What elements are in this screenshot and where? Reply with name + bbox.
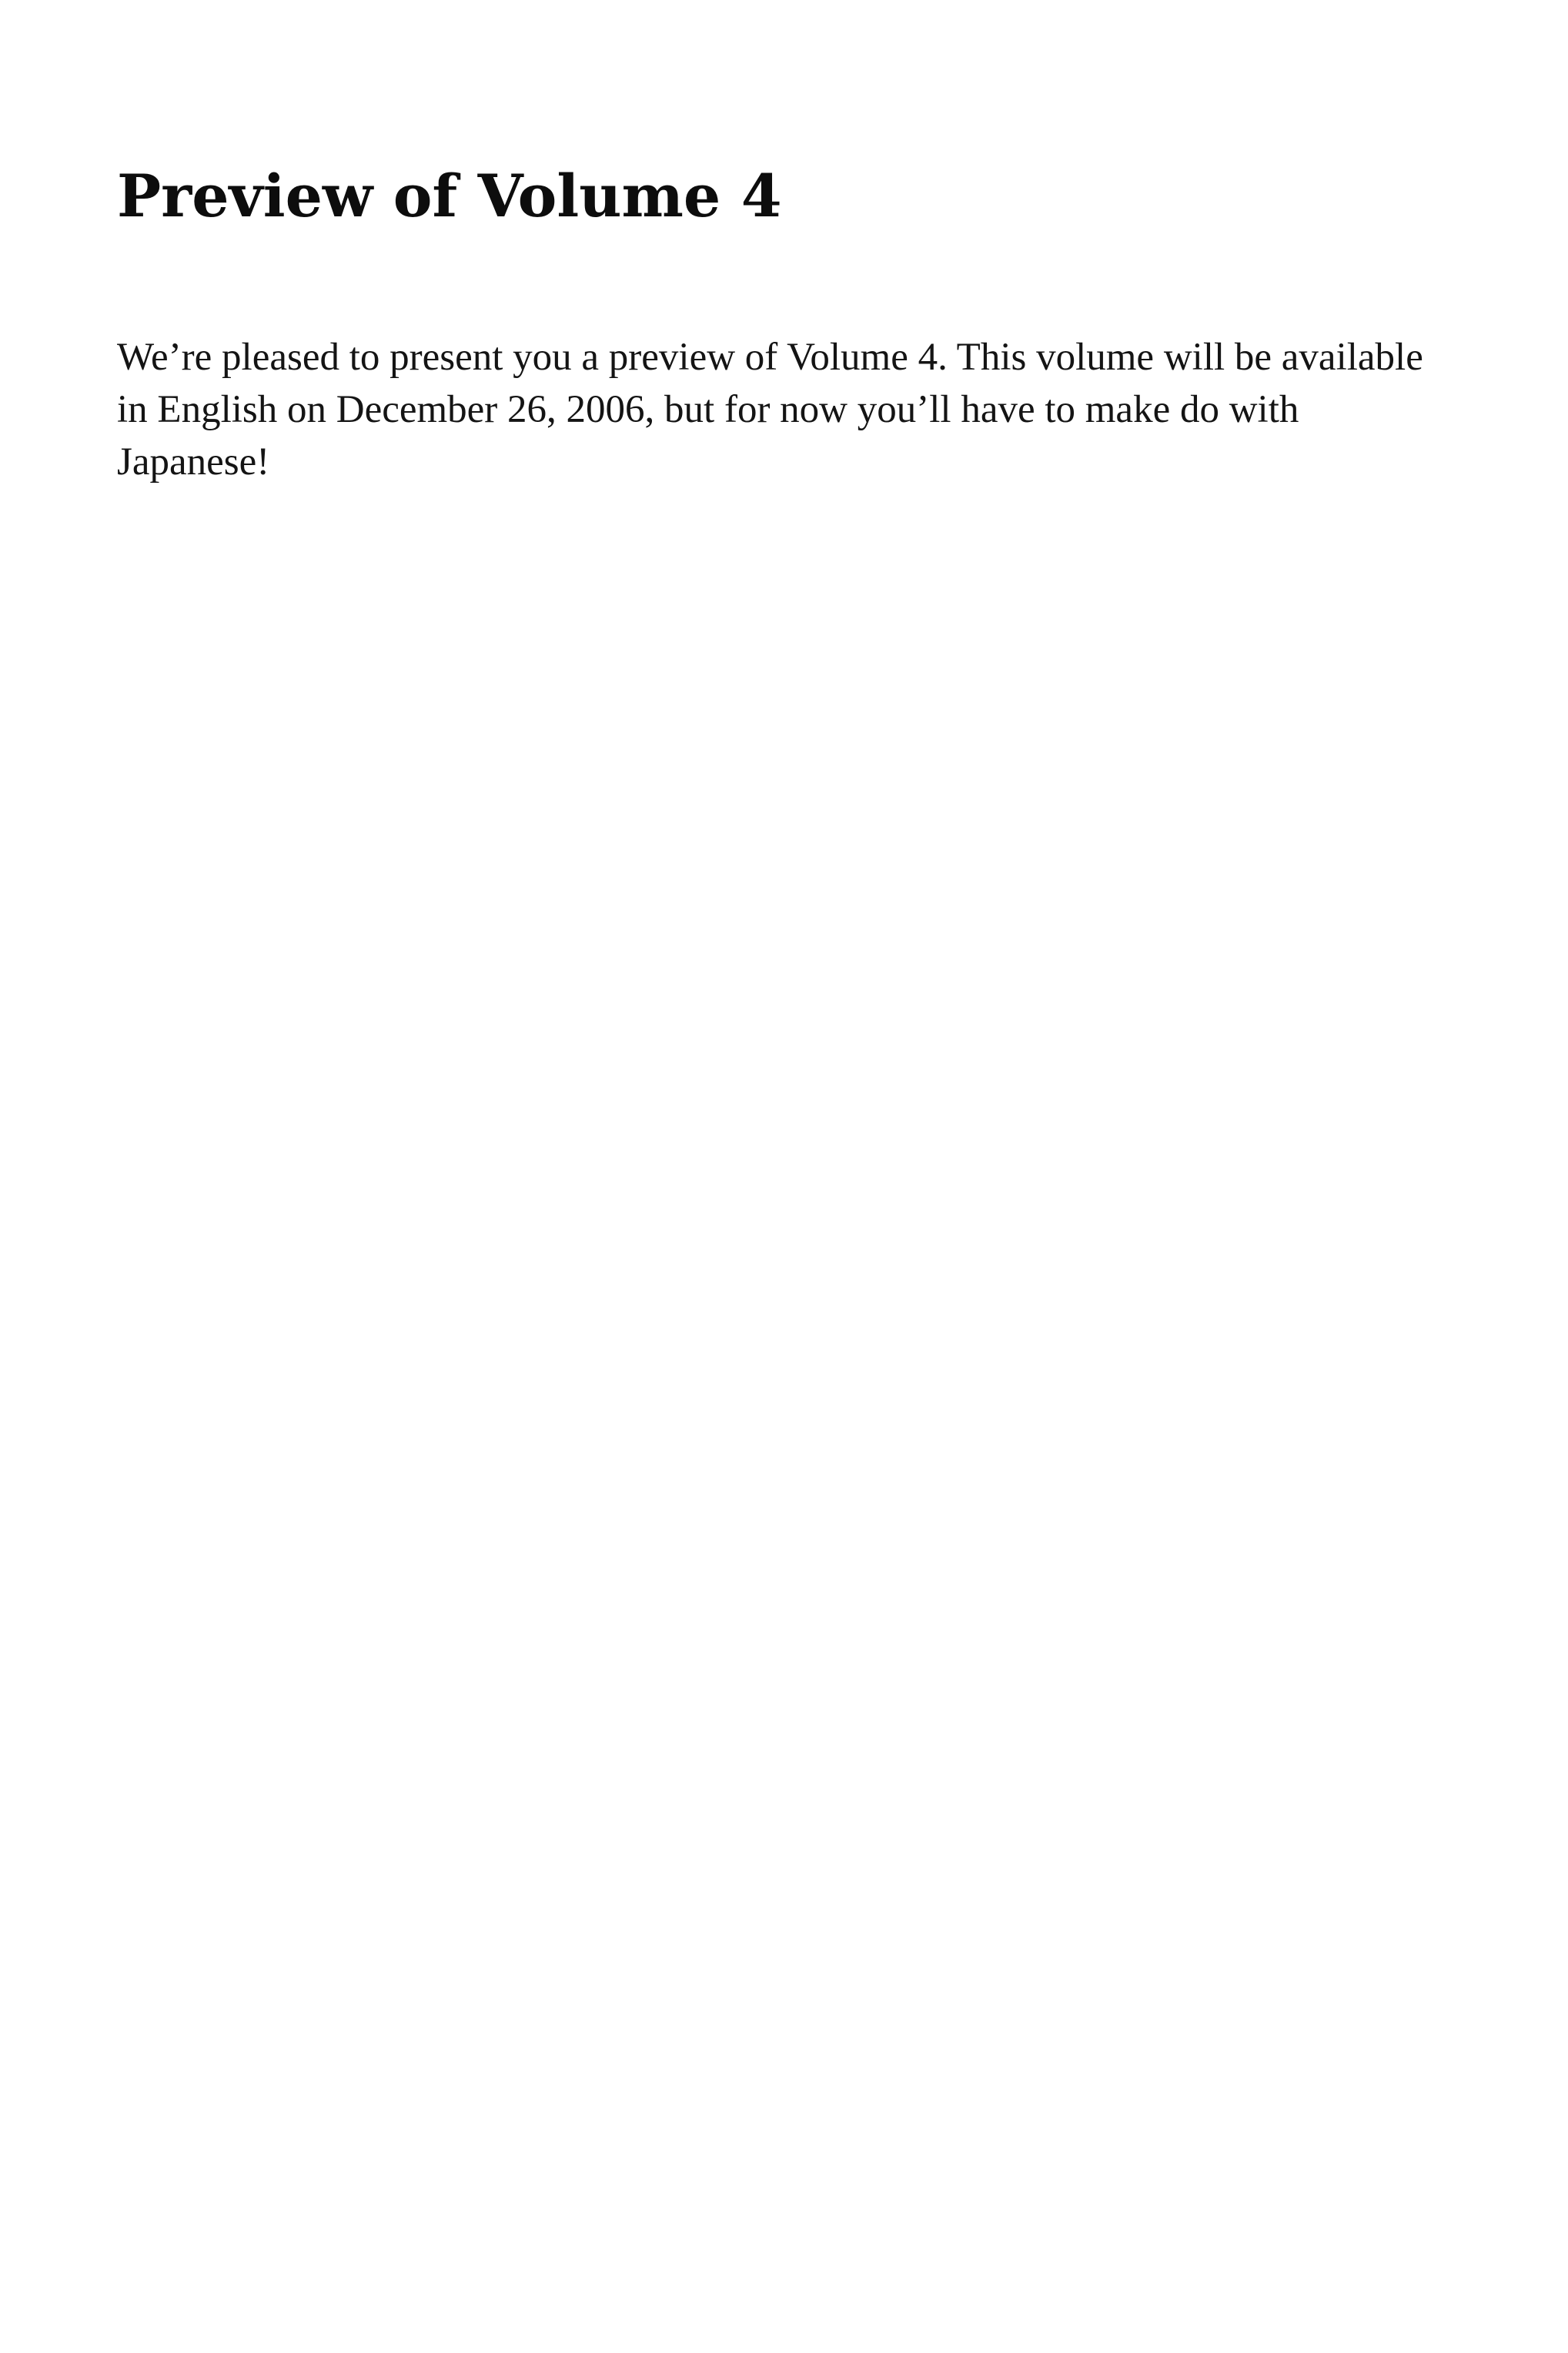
intro-paragraph: We’re pleased to present you a preview of Volume 4. This volume will be available in English on December 26, 2006, but for now you’ll have to make do with Japanese! [117, 336, 1423, 484]
page-title: Preview of Volume 4 [117, 162, 782, 230]
page-content [117, 154, 1426, 488]
